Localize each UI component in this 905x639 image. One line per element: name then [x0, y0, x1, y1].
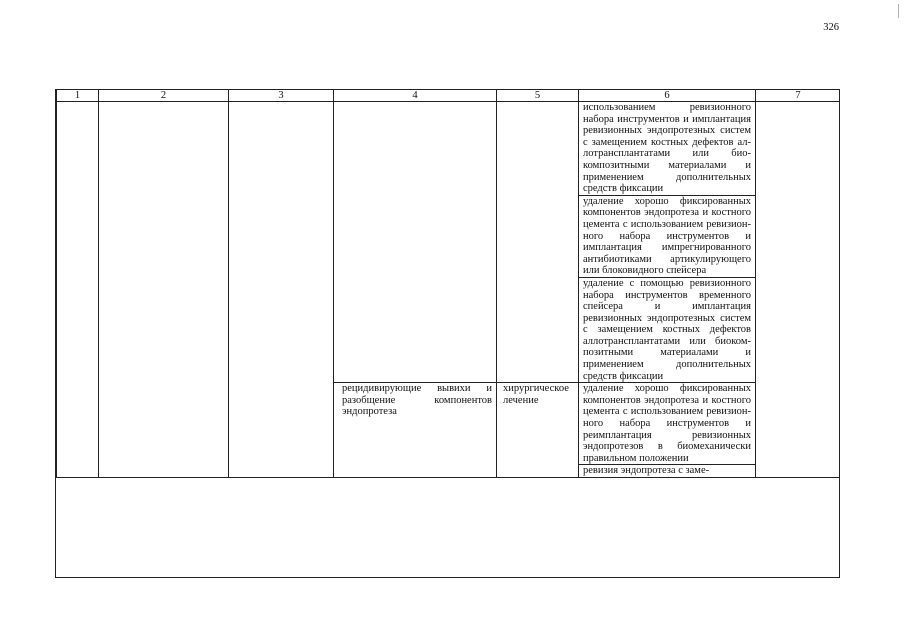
header-col-5: 5: [497, 90, 579, 102]
procedures-table-grid: [56, 89, 840, 478]
cell-col-6-group-two: [579, 383, 756, 478]
table-row: [57, 102, 841, 383]
procedure-item: ревизия эндопротеза с заме-: [583, 465, 710, 477]
cell-col-7: [756, 102, 841, 478]
cell-col-5-empty: [497, 102, 579, 383]
scan-edge-mark: [898, 4, 899, 18]
medical-procedures-table: [55, 89, 840, 578]
procedure-item: удаление хорошо фиксированных компонентов эндопротеза и костного цемента с использованием ревизионного набора инструментов и реимплантация ревизионных эндопротезов в биомеханически правильном положении: [579, 383, 755, 465]
cell-col-5-treatment: [497, 383, 579, 478]
cell-col-4-condition: [334, 383, 497, 478]
header-col-6: 6: [579, 90, 756, 102]
page-number: 326: [823, 22, 839, 33]
procedure-item: использованием ревизионного набора инструментов и имплантация ревизионных эндопротезных систем с замещением костных дефектов аллотрансплантатами или биокомпозитными материалами и применением дополнительных средств фиксации: [579, 102, 755, 196]
header-col-4: 4: [334, 90, 497, 102]
cell-col-2: [99, 102, 229, 478]
header-col-7: 7: [756, 90, 841, 102]
cell-col-6-group-one: [579, 102, 756, 383]
header-col-3: 3: [229, 90, 334, 102]
procedure-item: удаление с помощью ревизионного набора инструментов временного спейсера и имплантация ревизионных эндопротезных систем с замещением костных дефектов аллотрансплантатами или биокомпозитными материалами и применением дополнительных средств фиксации: [583, 277, 751, 382]
cell-col-4-empty: [334, 102, 497, 383]
cell-col-3: [229, 102, 334, 478]
condition-text: рецидивирующие вывихи и разобщение компонентов эндопротеза: [342, 383, 492, 418]
cell-col-1: [57, 102, 99, 478]
treatment-type-text: хирургическое лечение: [503, 383, 569, 406]
procedure-item: удаление хорошо фиксированных компонентов эндопротеза и костного цемента с использованием ревизионного набора инструментов и имплантация импрегнированного антибиотиками артикулирующего или блоковидного спейсера: [579, 196, 755, 278]
header-col-1: 1: [57, 90, 99, 102]
table-header-row: [57, 90, 841, 102]
header-col-2: 2: [99, 90, 229, 102]
